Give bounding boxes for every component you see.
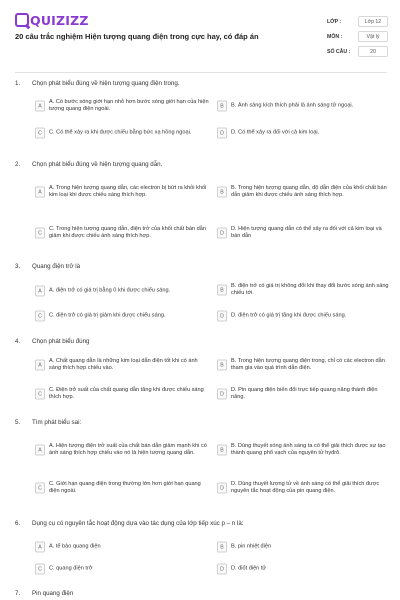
question-text: Pin quang điện xyxy=(32,590,74,597)
option-text: C. Trong hiện tượng quang dẫn, điện trở của khối chất bán dẫn giảm khi được chiếu ánh sáng thích hợp. xyxy=(49,225,206,239)
option-c[interactable] xyxy=(35,308,215,324)
subject-value: Vật lý xyxy=(358,31,388,42)
option-a[interactable] xyxy=(35,438,215,462)
option-letter: A xyxy=(35,445,45,456)
question-number: 5. xyxy=(15,419,21,426)
option-letter: C xyxy=(35,311,45,322)
meta-grade xyxy=(327,16,389,30)
meta-question-count xyxy=(327,46,389,60)
option-text: B. Trong hiện tượng quang dẫn, độ dẫn điện của khối chất bán dẫn giảm khi được chiếu ánh sáng thích hợp. xyxy=(231,184,387,198)
option-letter: D xyxy=(217,483,227,494)
option-letter: C xyxy=(35,483,45,494)
option-text: C. Có thể xảy ra khi được chiếu bằng bức xạ hồng ngoại. xyxy=(49,129,192,136)
option-b[interactable] xyxy=(217,540,397,554)
option-letter: C xyxy=(35,389,45,400)
option-d[interactable] xyxy=(217,385,397,403)
option-letter: A xyxy=(35,187,45,198)
option-text: C. Giới hạn quang điện trong thường lớn hơn giới hạn quang điện ngoài. xyxy=(49,480,201,494)
option-letter: D xyxy=(217,228,227,239)
option-text: C. Điện trở suất của chất quang dẫn tăng khi được chiếu sáng thích hợp. xyxy=(49,386,204,400)
question-text: Quang điện trở là xyxy=(32,263,81,270)
option-a[interactable] xyxy=(35,283,215,299)
option-c[interactable] xyxy=(35,124,215,142)
option-letter: B xyxy=(217,285,227,296)
option-letter: D xyxy=(217,389,227,400)
option-text: A. Trong hiện tượng quang dẫn, các electron bị bứt ra khỏi khối kim loại khi được chiếu sáng thích hợp. xyxy=(49,184,207,198)
question-text: Chọn phát biểu đúng về hiện tượng quang dẫn. xyxy=(32,161,163,168)
option-d[interactable] xyxy=(217,476,397,500)
question-text: Chọn phát biểu đúng xyxy=(32,338,90,345)
option-text: B. điện trở có giá trị không đổi khi thay đổi bước sóng ánh sáng chiếu tới. xyxy=(231,282,389,296)
option-letter: D xyxy=(217,564,227,575)
question-number: 1. xyxy=(15,80,21,87)
question-text: Tìm phát biểu sai: xyxy=(32,419,82,426)
option-letter: C xyxy=(35,564,45,575)
option-d[interactable] xyxy=(217,124,397,142)
option-letter: C xyxy=(35,128,45,139)
meta-subject xyxy=(327,31,389,45)
option-c[interactable] xyxy=(35,385,215,403)
option-text: D. Hiện tượng quang dẫn có thể xảy ra đối với cả kim loại và bán dẫn xyxy=(231,225,382,239)
header-divider xyxy=(15,72,387,73)
option-b[interactable] xyxy=(217,97,397,115)
option-text: B. Ánh sáng kích thích phải là ánh sáng tử ngoại. xyxy=(231,102,354,109)
option-letter: D xyxy=(217,311,227,322)
option-c[interactable] xyxy=(35,221,215,245)
option-text: A. Có bước sóng giới hạn nhỏ hơn bước sóng giới hạn của hiện tượng quang điện ngoài. xyxy=(49,98,209,112)
logo-q-icon xyxy=(15,13,29,27)
option-text: A. Hiện tượng điện trở suất của chất bán dẫn giảm mạnh khi có ánh sáng thích hợp chiếu vào nó là hiện tượng quang dẫn. xyxy=(49,442,207,456)
option-text: C. điện trở có giá trị giảm khi được chiếu sáng. xyxy=(49,312,166,319)
option-letter: A xyxy=(35,360,45,371)
option-letter: C xyxy=(35,228,45,239)
option-b[interactable] xyxy=(217,281,397,299)
option-b[interactable] xyxy=(217,438,397,462)
option-a[interactable] xyxy=(35,540,215,554)
grade-value: Lớp 12 xyxy=(358,16,388,27)
option-letter: B xyxy=(217,187,227,198)
grade-label: LỚP : xyxy=(327,19,342,25)
question-number: 3. xyxy=(15,263,21,270)
option-letter: B xyxy=(217,101,227,112)
option-a[interactable] xyxy=(35,356,215,374)
option-text: D. điện trở có giá trị tăng khi được chiếu sáng. xyxy=(231,312,347,319)
option-letter: B xyxy=(217,445,227,456)
option-d[interactable] xyxy=(217,221,397,245)
option-b[interactable] xyxy=(217,356,397,374)
option-b[interactable] xyxy=(217,180,397,204)
option-letter: A xyxy=(35,542,45,553)
subject-label: MÔN : xyxy=(327,34,343,40)
option-text: D. Có thể xảy ra đối với cả kim loại. xyxy=(231,129,320,136)
option-c[interactable] xyxy=(35,479,215,497)
option-text: A. điện trở có giá trị bằng 0 khi được chiếu sáng. xyxy=(49,287,171,294)
question-number: 6. xyxy=(15,520,21,527)
question-number: 7. xyxy=(15,590,21,597)
question-count-label: SỐ CÂU : xyxy=(327,49,351,55)
option-text: A. tế bào quang điện xyxy=(49,543,101,550)
option-text: C. quang điện trở xyxy=(49,565,93,572)
option-text: B. Dùng thuyết sóng ánh sáng ta có thể giải thích được sự tạo thành quang phổ vạch của nguyên tử hyđrô. xyxy=(231,442,386,456)
option-c[interactable] xyxy=(35,562,215,576)
option-letter: A xyxy=(35,101,45,112)
option-letter: D xyxy=(217,128,227,139)
option-text: D. Pin quang điện biến đổi trực tiếp quang năng thành điện năng. xyxy=(231,386,378,400)
question-count-value: 20 xyxy=(358,46,388,57)
logo-text: QUIZIZZ xyxy=(30,12,89,28)
option-a[interactable] xyxy=(35,180,215,204)
option-text: D. Dùng thuyết lượng tử về ánh sáng có thể giải thích được nguyên tắc hoạt động của pin quang điện. xyxy=(231,480,380,494)
option-a[interactable] xyxy=(35,97,215,115)
option-text: D. điốt điện tử xyxy=(231,565,267,572)
option-letter: A xyxy=(35,286,45,297)
question-text: Dụng cụ có nguyên tắc hoạt động dựa vào tác dụng của lớp tiếp xúc p – n là: xyxy=(32,520,244,527)
option-d[interactable] xyxy=(217,308,397,324)
option-text: B. Trong hiện tượng quang điện trong, chỉ có các electron dẫn tham gia vào quá trình dẫn điện. xyxy=(231,357,385,371)
option-d[interactable] xyxy=(217,562,397,576)
question-number: 2. xyxy=(15,161,21,168)
option-text: A. Chất quang dẫn là những kim loại dẫn điện tốt khi có ánh sáng thích hợp chiếu vào. xyxy=(49,357,198,371)
option-text: B. pin nhiệt điện xyxy=(231,543,272,550)
document-header xyxy=(0,0,400,70)
document-title: 20 câu trắc nghiệm Hiện tượng quang điện trong cực hay, có đáp án xyxy=(15,32,259,41)
question-text: Chọn phát biểu đúng về hiện tượng quang điện trong. xyxy=(32,80,180,87)
option-letter: B xyxy=(217,360,227,371)
question-number: 4. xyxy=(15,338,21,345)
option-letter: B xyxy=(217,542,227,553)
quizizz-logo xyxy=(15,13,89,27)
